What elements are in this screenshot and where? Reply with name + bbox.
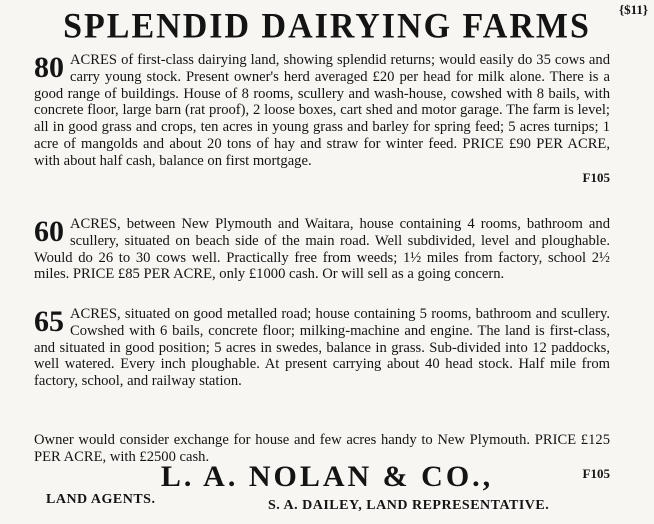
agents-label: LAND AGENTS. [46, 492, 156, 507]
listing-65-acres [34, 306, 610, 390]
listing-number: 65 [34, 305, 64, 338]
listing-number: 80 [34, 51, 64, 84]
listing-number: 60 [34, 215, 64, 248]
owner-note-text: Owner would consider exchange for house and few acres handy to New Plymouth. PRICE £125 PER ACRE, with £2500 cash. [34, 432, 610, 465]
firm-name: L. A. NOLAN & CO., [160, 460, 494, 493]
listing-80-acres [34, 52, 610, 186]
representative: S. A. DAILEY, LAND REPRESENTATIVE. [268, 498, 550, 513]
owner-ref: F105 [582, 465, 610, 481]
page-id: {$11} [618, 2, 648, 17]
listing-ref: F105 [582, 169, 610, 185]
headline: SPLENDID DAIRYING FARMS [63, 7, 591, 46]
listing-body: ACRES, situated on good metalled road; house containing 5 rooms, bathroom and scullery. Cowshed with 6 bails, concrete floor; milking-machine and engine. The land is first-class, and situated in good position; 5 acres in swedes, balance in grass. Sub-divided into 12 paddocks, well watered. Every inch ploughable. At present carrying about 40 head stock. Half mile from factory, school, and railway station. [34, 306, 610, 390]
listing-60-acres [34, 216, 610, 283]
listing-body: ACRES, between New Plymouth and Waitara, house containing 4 rooms, bathroom and scullery, situated on beach side of the main road. Well subdivided, level and ploughable. Would do 26 to 30 cows well. Practically free from weeds; 1½ miles from factory, school 2½ miles. PRICE £85 PER ACRE, only £1000 cash. Or will sell as a going concern. [34, 216, 610, 283]
listing-body: ACRES of first-class dairying land, showing splendid returns; would easily do 35 cows and carry young stock. Present owner's herd averaged £20 per head for milk alone. There is a good range of buildings. House of 8 rooms, scullery and wash-house, cowshed with 8 bails, with concrete floor, large barn (rat proof), 2 loose boxes, cart shed and motor garage. The farm is level; all in good grass and crops, ten acres in young grass and barley for spring feed; 5 acres turnips; 1 acre of mangolds and about 20 tons of hay and straw for winter feed. PRICE £90 PER ACRE, with about half cash, balance on first mortgage. [34, 52, 610, 169]
